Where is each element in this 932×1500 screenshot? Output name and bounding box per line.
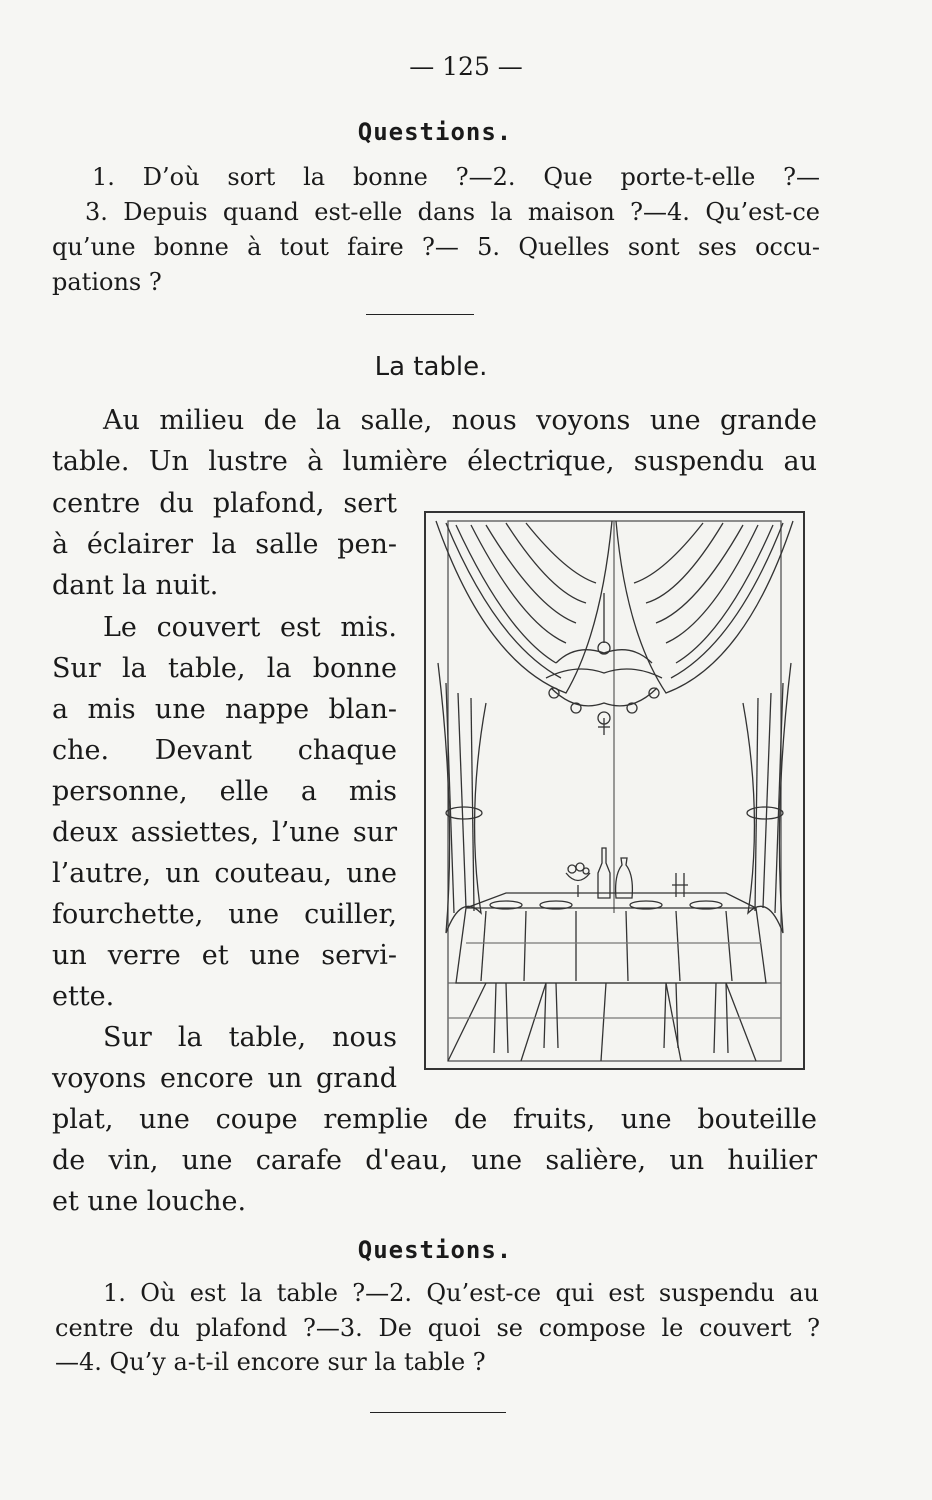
- text-line: l’autre, un couteau, une: [52, 858, 397, 889]
- text-line: deux assiettes, l’une sur: [52, 817, 397, 848]
- text-line: ette.: [52, 981, 115, 1012]
- question-line: 3. Depuis quand est-elle dans la maison ?—4. Qu’est-ce: [85, 198, 820, 226]
- question-line: pations ?: [52, 268, 162, 296]
- question-line: centre du plafond ?—3. De quoi se compose le couvert ?: [55, 1314, 820, 1342]
- dining-table-engraving-icon: [426, 513, 803, 1068]
- text-line: fourchette, une cuiller,: [52, 899, 397, 930]
- text-line: Le couvert est mis.: [103, 612, 397, 643]
- text-line: et une louche.: [52, 1186, 247, 1217]
- text-line: che. Devant chaque: [52, 735, 397, 766]
- text-line: de vin, une carafe d'eau, une salière, un huilier: [52, 1145, 817, 1176]
- text-line: Au milieu de la salle, nous voyons une grande: [103, 405, 817, 436]
- text-line: voyons encore un grand: [52, 1063, 397, 1094]
- questions-heading-2: Questions.: [357, 1236, 513, 1264]
- question-line: 1. Où est la table ?—2. Qu’est-ce qui est suspendu au: [103, 1279, 819, 1307]
- divider-rule: [370, 1412, 506, 1413]
- section-title: La table.: [374, 352, 488, 382]
- text-line: table. Un lustre à lumière électrique, suspendu au: [52, 446, 817, 477]
- text-line: centre du plafond, sert: [52, 488, 397, 519]
- question-line: —4. Qu’y a-t-il encore sur la table ?: [55, 1348, 486, 1376]
- text-line: à éclairer la salle pen-: [52, 529, 397, 560]
- dining-table-illustration: [424, 511, 805, 1070]
- text-line: personne, elle a mis: [52, 776, 397, 807]
- text-line: plat, une coupe remplie de fruits, une bouteille: [52, 1104, 817, 1135]
- questions-heading-1: Questions.: [357, 118, 513, 146]
- question-line: qu’une bonne à tout faire ?— 5. Quelles sont ses occu-: [52, 233, 820, 261]
- text-line: un verre et une servi-: [52, 940, 397, 971]
- page-number: — 125 —: [409, 52, 523, 81]
- divider-rule: [366, 314, 474, 315]
- text-line: Sur la table, la bonne: [52, 653, 397, 684]
- text-line: Sur la table, nous: [103, 1022, 397, 1053]
- text-line: dant la nuit.: [52, 570, 219, 601]
- question-line: 1. D’où sort la bonne ?—2. Que porte-t-elle ?—: [92, 163, 820, 191]
- text-line: a mis une nappe blan-: [52, 694, 397, 725]
